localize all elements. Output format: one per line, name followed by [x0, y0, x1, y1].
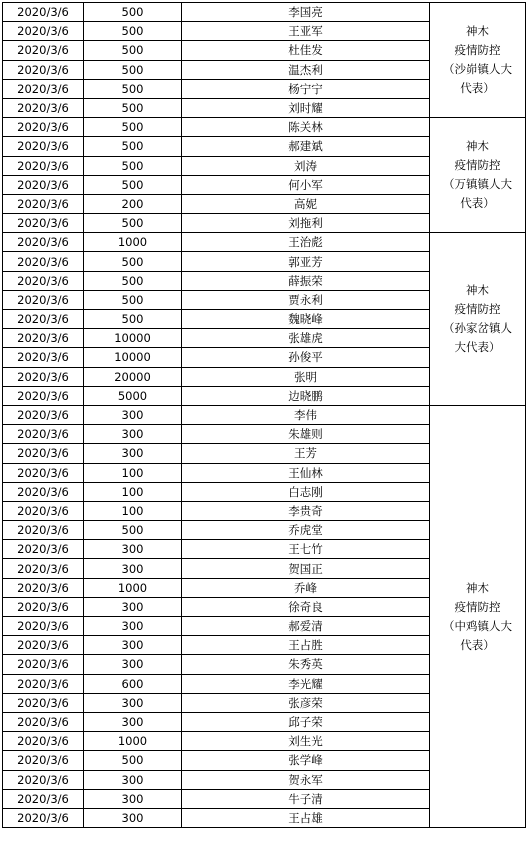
amount-cell: 500 [84, 521, 182, 540]
name-cell: 王仙林 [182, 463, 430, 482]
date-cell: 2020/3/6 [3, 367, 84, 386]
group-note-line: 代表） [460, 637, 495, 652]
date-cell: 2020/3/6 [3, 578, 84, 597]
amount-cell: 500 [84, 79, 182, 98]
date-cell: 2020/3/6 [3, 60, 84, 79]
date-cell: 2020/3/6 [3, 712, 84, 731]
name-cell: 王占雄 [182, 808, 430, 827]
table-row [3, 405, 526, 424]
date-cell: 2020/3/6 [3, 329, 84, 348]
name-cell: 刘生光 [182, 732, 430, 751]
amount-cell: 1000 [84, 578, 182, 597]
name-cell: 何小军 [182, 175, 430, 194]
amount-cell: 100 [84, 463, 182, 482]
name-cell: 杜佳发 [182, 41, 430, 60]
amount-cell: 100 [84, 501, 182, 520]
date-cell: 2020/3/6 [3, 79, 84, 98]
name-cell: 贺永军 [182, 770, 430, 789]
group-note-line: 疫情防控 [454, 43, 501, 58]
amount-cell: 5000 [84, 386, 182, 405]
name-cell: 张彦荣 [182, 693, 430, 712]
name-cell: 乔峰 [182, 578, 430, 597]
amount-cell: 1000 [84, 732, 182, 751]
name-cell: 邱子荣 [182, 712, 430, 731]
group-note-line: 代表） [460, 196, 495, 211]
date-cell: 2020/3/6 [3, 405, 84, 424]
name-cell: 张明 [182, 367, 430, 386]
name-cell: 贾永利 [182, 290, 430, 309]
amount-cell: 500 [84, 137, 182, 156]
name-cell: 牛子清 [182, 789, 430, 808]
amount-cell: 500 [84, 751, 182, 770]
amount-cell: 300 [84, 405, 182, 424]
amount-cell: 500 [84, 290, 182, 309]
name-cell: 郭亚芳 [182, 252, 430, 271]
date-cell: 2020/3/6 [3, 789, 84, 808]
name-cell: 王治彪 [182, 233, 430, 252]
amount-cell: 500 [84, 156, 182, 175]
date-cell: 2020/3/6 [3, 41, 84, 60]
name-cell: 杨宁宁 [182, 79, 430, 98]
name-cell: 李国亮 [182, 3, 430, 22]
group-note-line: （万镇镇人大 [443, 177, 512, 192]
name-cell: 陈关林 [182, 118, 430, 137]
amount-cell: 300 [84, 712, 182, 731]
date-cell: 2020/3/6 [3, 521, 84, 540]
name-cell: 魏晓峰 [182, 310, 430, 329]
date-cell: 2020/3/6 [3, 386, 84, 405]
amount-cell: 500 [84, 41, 182, 60]
date-cell: 2020/3/6 [3, 271, 84, 290]
date-cell: 2020/3/6 [3, 617, 84, 636]
table-row [3, 233, 526, 252]
group-note-line: 神木 [466, 24, 489, 39]
name-cell: 王芳 [182, 444, 430, 463]
name-cell: 李贵奇 [182, 501, 430, 520]
table-body [3, 3, 526, 828]
group-note-cell [430, 3, 526, 118]
amount-cell: 500 [84, 60, 182, 79]
amount-cell: 10000 [84, 348, 182, 367]
group-note-line: 疫情防控 [454, 158, 501, 173]
amount-cell: 300 [84, 617, 182, 636]
date-cell: 2020/3/6 [3, 425, 84, 444]
group-note-line: 神木 [466, 139, 489, 154]
amount-cell: 300 [84, 655, 182, 674]
date-cell: 2020/3/6 [3, 463, 84, 482]
date-cell: 2020/3/6 [3, 444, 84, 463]
amount-cell: 500 [84, 3, 182, 22]
name-cell: 王占胜 [182, 636, 430, 655]
date-cell: 2020/3/6 [3, 348, 84, 367]
amount-cell: 300 [84, 693, 182, 712]
group-note-cell [430, 233, 526, 406]
date-cell: 2020/3/6 [3, 118, 84, 137]
group-note-cell [430, 118, 526, 233]
amount-cell: 300 [84, 789, 182, 808]
amount-cell: 500 [84, 175, 182, 194]
name-cell: 朱雄则 [182, 425, 430, 444]
name-cell: 郝爱清 [182, 617, 430, 636]
amount-cell: 300 [84, 597, 182, 616]
name-cell: 李光耀 [182, 674, 430, 693]
date-cell: 2020/3/6 [3, 501, 84, 520]
name-cell: 刘涛 [182, 156, 430, 175]
name-cell: 郝建斌 [182, 137, 430, 156]
name-cell: 朱秀英 [182, 655, 430, 674]
amount-cell: 500 [84, 214, 182, 233]
name-cell: 乔虎堂 [182, 521, 430, 540]
name-cell: 高妮 [182, 194, 430, 213]
date-cell: 2020/3/6 [3, 636, 84, 655]
group-note-cell [430, 405, 526, 827]
amount-cell: 500 [84, 118, 182, 137]
amount-cell: 300 [84, 636, 182, 655]
name-cell: 薛振荣 [182, 271, 430, 290]
name-cell: 王亚军 [182, 22, 430, 41]
group-note-line: 神木 [466, 580, 489, 595]
date-cell: 2020/3/6 [3, 808, 84, 827]
name-cell: 孙俊平 [182, 348, 430, 367]
name-cell: 白志刚 [182, 482, 430, 501]
amount-cell: 500 [84, 98, 182, 117]
name-cell: 王七竹 [182, 540, 430, 559]
amount-cell: 300 [84, 444, 182, 463]
date-cell: 2020/3/6 [3, 214, 84, 233]
amount-cell: 500 [84, 22, 182, 41]
date-cell: 2020/3/6 [3, 559, 84, 578]
name-cell: 边晓鹏 [182, 386, 430, 405]
name-cell: 张雄虎 [182, 329, 430, 348]
amount-cell: 600 [84, 674, 182, 693]
name-cell: 刘拖利 [182, 214, 430, 233]
amount-cell: 500 [84, 310, 182, 329]
table-row [3, 3, 526, 22]
amount-cell: 300 [84, 559, 182, 578]
date-cell: 2020/3/6 [3, 540, 84, 559]
table-row [3, 118, 526, 137]
date-cell: 2020/3/6 [3, 597, 84, 616]
amount-cell: 10000 [84, 329, 182, 348]
date-cell: 2020/3/6 [3, 482, 84, 501]
date-cell: 2020/3/6 [3, 655, 84, 674]
date-cell: 2020/3/6 [3, 751, 84, 770]
date-cell: 2020/3/6 [3, 233, 84, 252]
name-cell: 贺国正 [182, 559, 430, 578]
date-cell: 2020/3/6 [3, 3, 84, 22]
date-cell: 2020/3/6 [3, 693, 84, 712]
group-note-line: 神木 [466, 283, 489, 298]
name-cell: 温杰利 [182, 60, 430, 79]
date-cell: 2020/3/6 [3, 674, 84, 693]
date-cell: 2020/3/6 [3, 290, 84, 309]
amount-cell: 300 [84, 770, 182, 789]
name-cell: 刘时耀 [182, 98, 430, 117]
amount-cell: 300 [84, 425, 182, 444]
date-cell: 2020/3/6 [3, 175, 84, 194]
amount-cell: 100 [84, 482, 182, 501]
amount-cell: 1000 [84, 233, 182, 252]
date-cell: 2020/3/6 [3, 732, 84, 751]
amount-cell: 300 [84, 540, 182, 559]
amount-cell: 500 [84, 252, 182, 271]
group-note-line: 大代表） [454, 340, 501, 355]
group-note-line: （中鸡镇人大 [443, 618, 512, 633]
name-cell: 张学峰 [182, 751, 430, 770]
amount-cell: 200 [84, 194, 182, 213]
date-cell: 2020/3/6 [3, 137, 84, 156]
date-cell: 2020/3/6 [3, 310, 84, 329]
amount-cell: 300 [84, 808, 182, 827]
date-cell: 2020/3/6 [3, 252, 84, 271]
name-cell: 徐奇良 [182, 597, 430, 616]
date-cell: 2020/3/6 [3, 770, 84, 789]
group-note-line: （沙峁镇人大 [443, 62, 512, 77]
date-cell: 2020/3/6 [3, 22, 84, 41]
amount-cell: 20000 [84, 367, 182, 386]
donation-table [2, 2, 526, 828]
amount-cell: 500 [84, 271, 182, 290]
group-note-line: 疫情防控 [454, 302, 501, 317]
date-cell: 2020/3/6 [3, 194, 84, 213]
date-cell: 2020/3/6 [3, 156, 84, 175]
group-note-line: 疫情防控 [454, 599, 501, 614]
date-cell: 2020/3/6 [3, 98, 84, 117]
group-note-line: （孙家岔镇人 [443, 321, 512, 336]
group-note-line: 代表） [460, 81, 495, 96]
name-cell: 李伟 [182, 405, 430, 424]
